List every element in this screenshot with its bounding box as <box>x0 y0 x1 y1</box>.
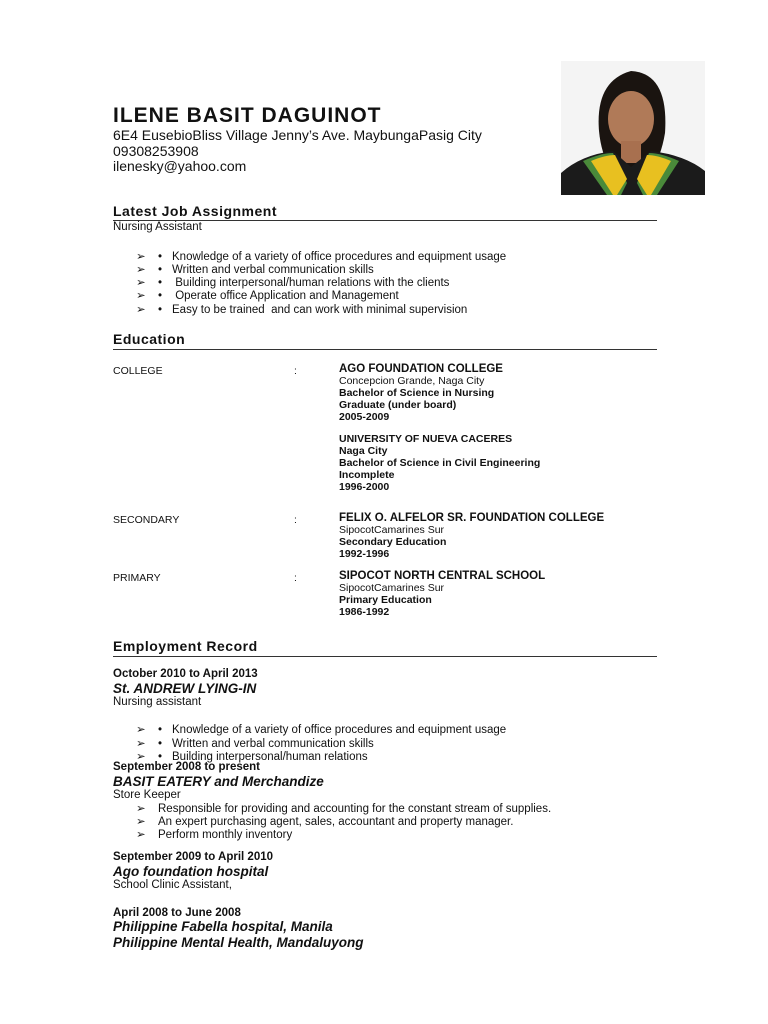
section-divider <box>113 656 657 657</box>
edu-colon: : <box>294 365 297 377</box>
edu-label-secondary: SECONDARY <box>113 514 180 526</box>
edu-colon: : <box>294 572 297 584</box>
job-position: Nursing assistant <box>113 696 202 708</box>
list-item-text: Written and verbal communication skills <box>172 264 374 276</box>
job-dates: September 2009 to April 2010 <box>113 851 274 863</box>
job-employer: Philippine Fabella hospital, Manila <box>113 919 333 934</box>
school-status: Graduate (under board) <box>339 399 457 411</box>
arrow-bullet-icon: ➢ <box>136 738 146 750</box>
school-years: 1996-2000 <box>339 481 390 493</box>
list-item <box>136 249 506 263</box>
list-item <box>136 262 374 276</box>
list-item <box>136 722 506 736</box>
dot-bullet-icon: • <box>158 751 163 763</box>
list-item-text: Knowledge of a variety of office procedures and equipment usage <box>172 251 507 263</box>
edu-colon: : <box>294 514 297 526</box>
list-item <box>136 801 551 815</box>
dot-bullet-icon: • <box>158 277 163 289</box>
section-title-employment: Employment Record <box>113 638 258 654</box>
school-place: Concepcion Grande, Naga City <box>339 375 485 387</box>
job-position: Store Keeper <box>113 789 181 801</box>
arrow-bullet-icon: ➢ <box>136 803 146 815</box>
school-name: AGO FOUNDATION COLLEGE <box>339 363 503 375</box>
list-item-text: Easy to be trained and can work with minimal supervision <box>172 304 468 316</box>
list-item-text: Perform monthly inventory <box>158 829 293 841</box>
list-item-text: An expert purchasing agent, sales, accountant and property manager. <box>158 816 514 828</box>
resume-name: ILENE BASIT DAGUINOT <box>113 104 382 127</box>
dot-bullet-icon: • <box>158 724 163 736</box>
arrow-bullet-icon: ➢ <box>136 829 146 841</box>
latest-position: Nursing Assistant <box>113 221 202 233</box>
school-years: 1986-1992 <box>339 606 390 618</box>
email: ilenesky@yahoo.com <box>113 158 247 174</box>
arrow-bullet-icon: ➢ <box>136 277 146 289</box>
job-employer: St. ANDREW LYING-IN <box>113 681 257 696</box>
arrow-bullet-icon: ➢ <box>136 724 146 736</box>
list-item-text: Written and verbal communication skills <box>172 738 374 750</box>
school-years: 1992-1996 <box>339 548 390 560</box>
school-name: UNIVERSITY OF NUEVA CACERES <box>339 433 513 445</box>
list-item <box>136 302 467 316</box>
list-item-text: Knowledge of a variety of office procedures and equipment usage <box>172 724 507 736</box>
school-status: Incomplete <box>339 469 395 481</box>
dot-bullet-icon: • <box>158 738 163 750</box>
arrow-bullet-icon: ➢ <box>136 751 146 763</box>
job-employer: BASIT EATERY and Merchandize <box>113 774 324 789</box>
arrow-bullet-icon: ➢ <box>136 264 146 276</box>
edu-label-college: COLLEGE <box>113 365 163 377</box>
section-title-latest-job: Latest Job Assignment <box>113 203 278 219</box>
profile-photo <box>561 61 705 195</box>
college-entry-2 <box>339 433 540 493</box>
school-level: Primary Education <box>339 594 432 606</box>
arrow-bullet-icon: ➢ <box>136 251 146 263</box>
list-item-text: Operate office Application and Management <box>172 290 399 302</box>
arrow-bullet-icon: ➢ <box>136 304 146 316</box>
list-item-text: Building interpersonal/human relations with the clients <box>172 277 450 289</box>
list-item <box>136 275 449 289</box>
school-place: SipocotCamarines Sur <box>339 582 445 594</box>
job-dates: September 2008 to present <box>113 761 261 773</box>
dot-bullet-icon: • <box>158 304 163 316</box>
job-employer: Ago foundation hospital <box>113 864 269 879</box>
school-course: Bachelor of Science in Civil Engineering <box>339 457 541 469</box>
job-dates: October 2010 to April 2013 <box>113 668 258 680</box>
school-course: Bachelor of Science in Nursing <box>339 387 495 399</box>
arrow-bullet-icon: ➢ <box>136 816 146 828</box>
dot-bullet-icon: • <box>158 264 163 276</box>
section-title-education: Education <box>113 331 186 347</box>
school-name: FELIX O. ALFELOR SR. FOUNDATION COLLEGE <box>339 512 605 524</box>
job-employer: Philippine Mental Health, Mandaluyong <box>113 935 364 950</box>
primary-entry <box>339 570 545 618</box>
dot-bullet-icon: • <box>158 251 163 263</box>
school-years: 2005-2009 <box>339 411 390 423</box>
list-item <box>136 827 292 841</box>
job-dates: April 2008 to June 2008 <box>113 907 241 919</box>
school-name: SIPOCOT NORTH CENTRAL SCHOOL <box>339 570 546 582</box>
list-item <box>136 736 374 750</box>
list-item-text: Building interpersonal/human relations <box>172 751 368 763</box>
secondary-entry <box>339 512 604 560</box>
school-level: Secondary Education <box>339 536 447 548</box>
dot-bullet-icon: • <box>158 290 163 302</box>
college-entry-1 <box>339 363 503 423</box>
list-item <box>136 288 399 302</box>
school-place: SipocotCamarines Sur <box>339 524 445 536</box>
section-divider <box>113 349 657 350</box>
address: 6E4 EusebioBliss Village Jenny’s Ave. MaybungaPasig City <box>113 127 482 143</box>
school-place: Naga City <box>339 445 388 457</box>
job-position: School Clinic Assistant, <box>113 879 232 891</box>
arrow-bullet-icon: ➢ <box>136 290 146 302</box>
list-item <box>136 814 513 828</box>
phone: 09308253908 <box>113 143 199 159</box>
list-item-text: Responsible for providing and accounting for the constant stream of supplies. <box>158 803 552 815</box>
edu-label-primary: PRIMARY <box>113 572 161 584</box>
